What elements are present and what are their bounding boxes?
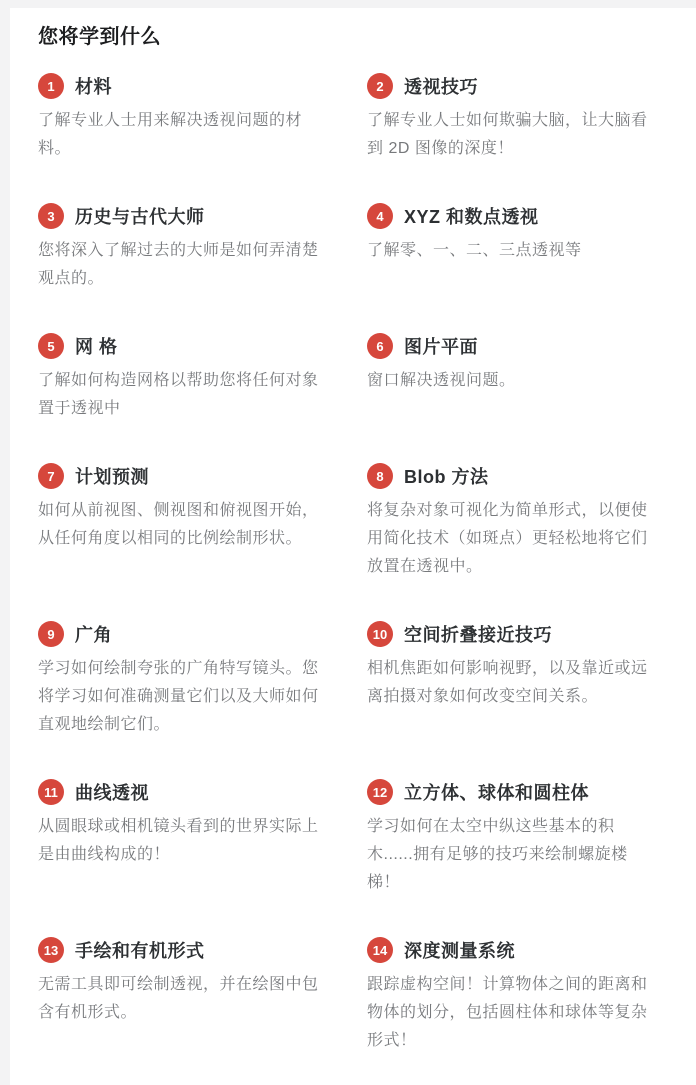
learn-item-header xyxy=(38,333,331,359)
learn-item xyxy=(38,621,331,739)
item-description: 无需工具即可绘制透视，并在绘图中包含有机形式。 xyxy=(38,976,319,1021)
item-description: 学习如何在太空中纵这些基本的积木......拥有足够的技巧来绘制螺旋楼梯！ xyxy=(367,818,628,891)
item-title: 深度测量系统 xyxy=(404,941,515,961)
learn-item-header xyxy=(367,333,660,359)
item-description: 将复杂对象可视化为简单形式，以便使用简化技术（如斑点）更轻松地将它们放置在透视中。 xyxy=(367,502,648,575)
item-description: 您将深入了解过去的大师是如何弄清楚观点的。 xyxy=(38,242,319,287)
learn-item xyxy=(38,333,331,423)
item-description: 如何从前视图、侧视图和俯视图开始，从任何角度以相同的比例绘制形状。 xyxy=(38,502,319,547)
learn-item-header xyxy=(367,203,660,229)
learn-item xyxy=(367,73,660,163)
item-description: 窗口解决透视问题。 xyxy=(367,372,516,389)
item-description: 了解专业人士用来解决透视问题的材料。 xyxy=(38,112,303,157)
item-title: 空间折叠接近技巧 xyxy=(404,625,552,645)
learn-item-header xyxy=(367,621,660,647)
section-title: 您将学到什么 xyxy=(38,26,161,48)
item-description: 了解零、一、二、三点透视等 xyxy=(367,242,582,259)
learn-item xyxy=(367,621,660,739)
item-number-badge: 5 xyxy=(38,333,64,359)
learn-item-header xyxy=(38,463,331,489)
learn-item xyxy=(38,937,331,1055)
learn-item xyxy=(367,937,660,1055)
learn-item-header xyxy=(38,73,331,99)
item-number-badge: 6 xyxy=(367,333,393,359)
learn-item-header xyxy=(38,621,331,647)
learn-item xyxy=(38,463,331,581)
item-title: 立方体、球体和圆柱体 xyxy=(404,783,589,803)
item-title: 计划预测 xyxy=(75,467,149,487)
item-number-badge: 7 xyxy=(38,463,64,489)
item-number-badge: 14 xyxy=(367,937,393,963)
learn-item-header xyxy=(38,937,331,963)
item-title: XYZ 和数点透视 xyxy=(404,207,539,227)
learn-item-header xyxy=(367,73,660,99)
item-description: 了解专业人士如何欺骗大脑，让大脑看到 2D 图像的深度！ xyxy=(367,112,648,157)
item-title: 透视技巧 xyxy=(404,77,478,97)
learn-item xyxy=(367,203,660,293)
item-number-badge: 3 xyxy=(38,203,64,229)
item-number-badge: 8 xyxy=(367,463,393,489)
item-number-badge: 12 xyxy=(367,779,393,805)
item-description: 跟踪虚构空间！计算物体之间的距离和物体的划分，包括圆柱体和球体等复杂形式！ xyxy=(367,976,648,1049)
item-title: 手绘和有机形式 xyxy=(75,941,205,961)
learn-item-header xyxy=(367,463,660,489)
item-title: 图片平面 xyxy=(404,337,478,357)
what-you-will-learn-card xyxy=(10,8,696,1085)
item-title: 历史与古代大师 xyxy=(75,207,205,227)
item-title: 材料 xyxy=(75,77,112,97)
item-title: Blob 方法 xyxy=(404,467,489,487)
learn-item xyxy=(367,333,660,423)
item-number-badge: 13 xyxy=(38,937,64,963)
learn-item xyxy=(367,463,660,581)
learn-item xyxy=(367,779,660,897)
learn-item-header xyxy=(367,937,660,963)
item-title: 网 格 xyxy=(75,337,118,357)
item-description: 了解如何构造网格以帮助您将任何对象置于透视中 xyxy=(38,372,319,417)
item-title: 曲线透视 xyxy=(75,783,149,803)
learn-items-grid xyxy=(38,73,660,1055)
learn-item-header xyxy=(38,779,331,805)
item-number-badge: 2 xyxy=(367,73,393,99)
learn-item xyxy=(38,779,331,897)
item-number-badge: 10 xyxy=(367,621,393,647)
item-number-badge: 9 xyxy=(38,621,64,647)
item-description: 从圆眼球或相机镜头看到的世界实际上是由曲线构成的！ xyxy=(38,818,319,863)
learn-item-header xyxy=(38,203,331,229)
item-title: 广角 xyxy=(75,625,112,645)
learn-item xyxy=(38,203,331,293)
item-number-badge: 1 xyxy=(38,73,64,99)
item-number-badge: 11 xyxy=(38,779,64,805)
learn-item xyxy=(38,73,331,163)
item-description: 学习如何绘制夸张的广角特写镜头。您将学习如何准确测量它们以及大师如何直观地绘制它们。 xyxy=(38,660,319,733)
learn-item-header xyxy=(367,779,660,805)
item-description: 相机焦距如何影响视野，以及靠近或远离拍摄对象如何改变空间关系。 xyxy=(367,660,648,705)
item-number-badge: 4 xyxy=(367,203,393,229)
